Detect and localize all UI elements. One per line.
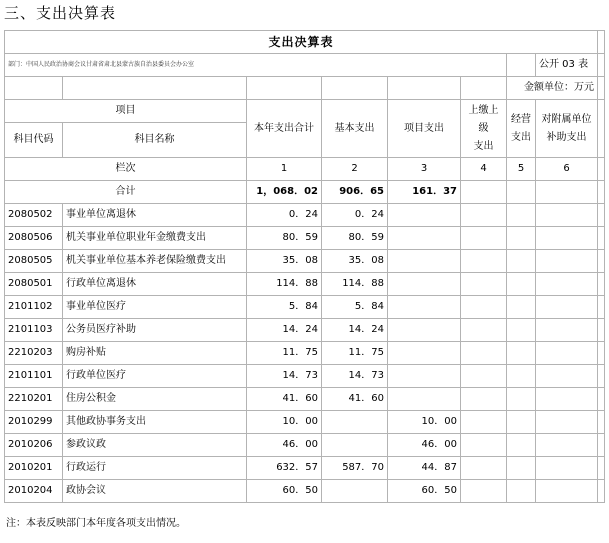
name-cell: 购房补贴 bbox=[63, 342, 247, 365]
project-cell bbox=[388, 296, 461, 319]
subsidy-cell bbox=[536, 434, 598, 457]
department-name: 部门：中国人民政治协商会议甘肃省肃北县蒙古族自治县委员会办公室 bbox=[5, 54, 507, 77]
column-number-row bbox=[5, 158, 605, 181]
table-row bbox=[5, 227, 605, 250]
project-header: 项目支出 bbox=[388, 100, 461, 158]
amount-unit: 金额单位：万元 bbox=[507, 77, 598, 100]
column-number-label: 栏次 bbox=[5, 158, 247, 181]
subsidy-cell bbox=[536, 204, 598, 227]
upper-cell bbox=[461, 319, 507, 342]
basic-cell: 587．70 bbox=[322, 457, 388, 480]
table-row bbox=[5, 411, 605, 434]
business-header: 经营 支出 bbox=[507, 100, 536, 158]
business-cell bbox=[507, 365, 536, 388]
basic-cell bbox=[322, 411, 388, 434]
table-title: 支出决算表 bbox=[5, 31, 598, 54]
totals-project: 161．37 bbox=[388, 181, 461, 204]
code-cell: 2010206 bbox=[5, 434, 63, 457]
subsidy-cell bbox=[536, 342, 598, 365]
totals-total: 1，068．02 bbox=[247, 181, 322, 204]
unit-row bbox=[5, 77, 605, 100]
basic-cell bbox=[322, 434, 388, 457]
business-cell bbox=[507, 319, 536, 342]
name-cell: 行政运行 bbox=[63, 457, 247, 480]
spare-cell bbox=[598, 204, 605, 227]
table-row bbox=[5, 388, 605, 411]
total-cell: 10．00 bbox=[247, 411, 322, 434]
business-cell bbox=[507, 480, 536, 503]
project-cell: 60．50 bbox=[388, 480, 461, 503]
totals-basic: 906．65 bbox=[322, 181, 388, 204]
project-cell bbox=[388, 388, 461, 411]
title-row bbox=[5, 31, 605, 54]
upper-cell bbox=[461, 388, 507, 411]
table-row bbox=[5, 457, 605, 480]
table-row bbox=[5, 296, 605, 319]
code-header: 科目代码 bbox=[5, 123, 63, 158]
project-cell bbox=[388, 204, 461, 227]
spare-cell bbox=[598, 365, 605, 388]
table-row bbox=[5, 204, 605, 227]
spare-cell bbox=[598, 296, 605, 319]
code-cell: 2210201 bbox=[5, 388, 63, 411]
item-group-header: 项目 bbox=[5, 100, 247, 123]
basic-cell: 80．59 bbox=[322, 227, 388, 250]
business-cell bbox=[507, 296, 536, 319]
code-cell: 2080505 bbox=[5, 250, 63, 273]
spare-cell bbox=[598, 227, 605, 250]
code-cell: 2080501 bbox=[5, 273, 63, 296]
spare-cell bbox=[598, 273, 605, 296]
name-header: 科目名称 bbox=[63, 123, 247, 158]
column-number: 6 bbox=[536, 158, 598, 181]
upper-cell bbox=[461, 227, 507, 250]
upper-cell bbox=[461, 273, 507, 296]
project-cell: 10．00 bbox=[388, 411, 461, 434]
doc-code: 公开 03 表 bbox=[536, 54, 598, 77]
spare-cell bbox=[598, 250, 605, 273]
table-row bbox=[5, 250, 605, 273]
upper-cell bbox=[461, 365, 507, 388]
upper-cell bbox=[461, 457, 507, 480]
code-cell: 2010204 bbox=[5, 480, 63, 503]
footnote: 注：本表反映部门本年度各项支出情况。 bbox=[6, 518, 186, 529]
subsidy-cell bbox=[536, 457, 598, 480]
total-cell: 14．73 bbox=[247, 365, 322, 388]
project-cell bbox=[388, 227, 461, 250]
subsidy-header: 对附属单位 补助支出 bbox=[536, 100, 598, 158]
name-cell: 政协会议 bbox=[63, 480, 247, 503]
total-cell: 632．57 bbox=[247, 457, 322, 480]
name-cell: 其他政协事务支出 bbox=[63, 411, 247, 434]
upper-cell bbox=[461, 250, 507, 273]
subsidy-cell bbox=[536, 480, 598, 503]
total-cell: 14．24 bbox=[247, 319, 322, 342]
basic-cell: 35．08 bbox=[322, 250, 388, 273]
column-number: 5 bbox=[507, 158, 536, 181]
subsidy-cell bbox=[536, 388, 598, 411]
spare-cell bbox=[598, 319, 605, 342]
table-row bbox=[5, 319, 605, 342]
name-cell: 行政单位离退休 bbox=[63, 273, 247, 296]
total-cell: 11．75 bbox=[247, 342, 322, 365]
business-cell bbox=[507, 434, 536, 457]
project-cell bbox=[388, 319, 461, 342]
subsidy-cell bbox=[536, 273, 598, 296]
business-cell bbox=[507, 204, 536, 227]
upper-cell bbox=[461, 342, 507, 365]
total-cell: 80．59 bbox=[247, 227, 322, 250]
total-cell: 35．08 bbox=[247, 250, 322, 273]
column-number: 1 bbox=[247, 158, 322, 181]
column-number: 2 bbox=[322, 158, 388, 181]
code-cell: 2080502 bbox=[5, 204, 63, 227]
upper-header: 上缴上级 支出 bbox=[461, 100, 507, 158]
totals-row bbox=[5, 181, 605, 204]
total-cell: 114．88 bbox=[247, 273, 322, 296]
table-row bbox=[5, 434, 605, 457]
upper-cell bbox=[461, 434, 507, 457]
subsidy-cell bbox=[536, 411, 598, 434]
business-cell bbox=[507, 273, 536, 296]
code-cell: 2080506 bbox=[5, 227, 63, 250]
total-cell: 41．60 bbox=[247, 388, 322, 411]
basic-cell: 0．24 bbox=[322, 204, 388, 227]
spare-cell bbox=[598, 434, 605, 457]
total-cell: 60．50 bbox=[247, 480, 322, 503]
spare-cell bbox=[598, 342, 605, 365]
name-cell: 参政议政 bbox=[63, 434, 247, 457]
spare-cell bbox=[598, 457, 605, 480]
total-cell: 5．84 bbox=[247, 296, 322, 319]
upper-cell bbox=[461, 411, 507, 434]
name-cell: 行政单位医疗 bbox=[63, 365, 247, 388]
basic-cell: 11．75 bbox=[322, 342, 388, 365]
expenditure-table bbox=[4, 30, 605, 503]
code-cell: 2101101 bbox=[5, 365, 63, 388]
code-cell: 2010201 bbox=[5, 457, 63, 480]
name-cell: 公务员医疗补助 bbox=[63, 319, 247, 342]
subsidy-cell bbox=[536, 227, 598, 250]
table-row bbox=[5, 273, 605, 296]
code-cell: 2101102 bbox=[5, 296, 63, 319]
basic-cell bbox=[322, 480, 388, 503]
code-cell: 2210203 bbox=[5, 342, 63, 365]
name-cell: 事业单位医疗 bbox=[63, 296, 247, 319]
project-cell bbox=[388, 273, 461, 296]
project-cell bbox=[388, 250, 461, 273]
basic-cell: 41．60 bbox=[322, 388, 388, 411]
basic-cell: 5．84 bbox=[322, 296, 388, 319]
upper-cell bbox=[461, 296, 507, 319]
subsidy-cell bbox=[536, 296, 598, 319]
meta-row bbox=[5, 54, 605, 77]
total-header: 本年支出合计 bbox=[247, 100, 322, 158]
name-cell: 事业单位离退休 bbox=[63, 204, 247, 227]
business-cell bbox=[507, 411, 536, 434]
spare-cell bbox=[598, 480, 605, 503]
business-cell bbox=[507, 457, 536, 480]
table-row bbox=[5, 342, 605, 365]
code-cell: 2101103 bbox=[5, 319, 63, 342]
basic-cell: 14．24 bbox=[322, 319, 388, 342]
name-cell: 机关事业单位职业年金缴费支出 bbox=[63, 227, 247, 250]
header-row-1 bbox=[5, 100, 605, 123]
business-cell bbox=[507, 388, 536, 411]
table-row bbox=[5, 480, 605, 503]
spare-cell bbox=[598, 388, 605, 411]
upper-cell bbox=[461, 480, 507, 503]
business-cell bbox=[507, 227, 536, 250]
basic-header: 基本支出 bbox=[322, 100, 388, 158]
project-cell: 44．87 bbox=[388, 457, 461, 480]
upper-cell bbox=[461, 204, 507, 227]
subsidy-cell bbox=[536, 250, 598, 273]
table-row bbox=[5, 365, 605, 388]
name-cell: 住房公积金 bbox=[63, 388, 247, 411]
column-number: 3 bbox=[388, 158, 461, 181]
total-cell: 46．00 bbox=[247, 434, 322, 457]
total-cell: 0．24 bbox=[247, 204, 322, 227]
project-cell: 46．00 bbox=[388, 434, 461, 457]
section-heading: 三、支出决算表 bbox=[4, 4, 117, 22]
code-cell: 2010299 bbox=[5, 411, 63, 434]
column-number: 4 bbox=[461, 158, 507, 181]
business-cell bbox=[507, 342, 536, 365]
project-cell bbox=[388, 342, 461, 365]
subsidy-cell bbox=[536, 319, 598, 342]
project-cell bbox=[388, 365, 461, 388]
name-cell: 机关事业单位基本养老保险缴费支出 bbox=[63, 250, 247, 273]
basic-cell: 114．88 bbox=[322, 273, 388, 296]
totals-label: 合计 bbox=[5, 181, 247, 204]
basic-cell: 14．73 bbox=[322, 365, 388, 388]
business-cell bbox=[507, 250, 536, 273]
subsidy-cell bbox=[536, 365, 598, 388]
spare-cell bbox=[598, 411, 605, 434]
